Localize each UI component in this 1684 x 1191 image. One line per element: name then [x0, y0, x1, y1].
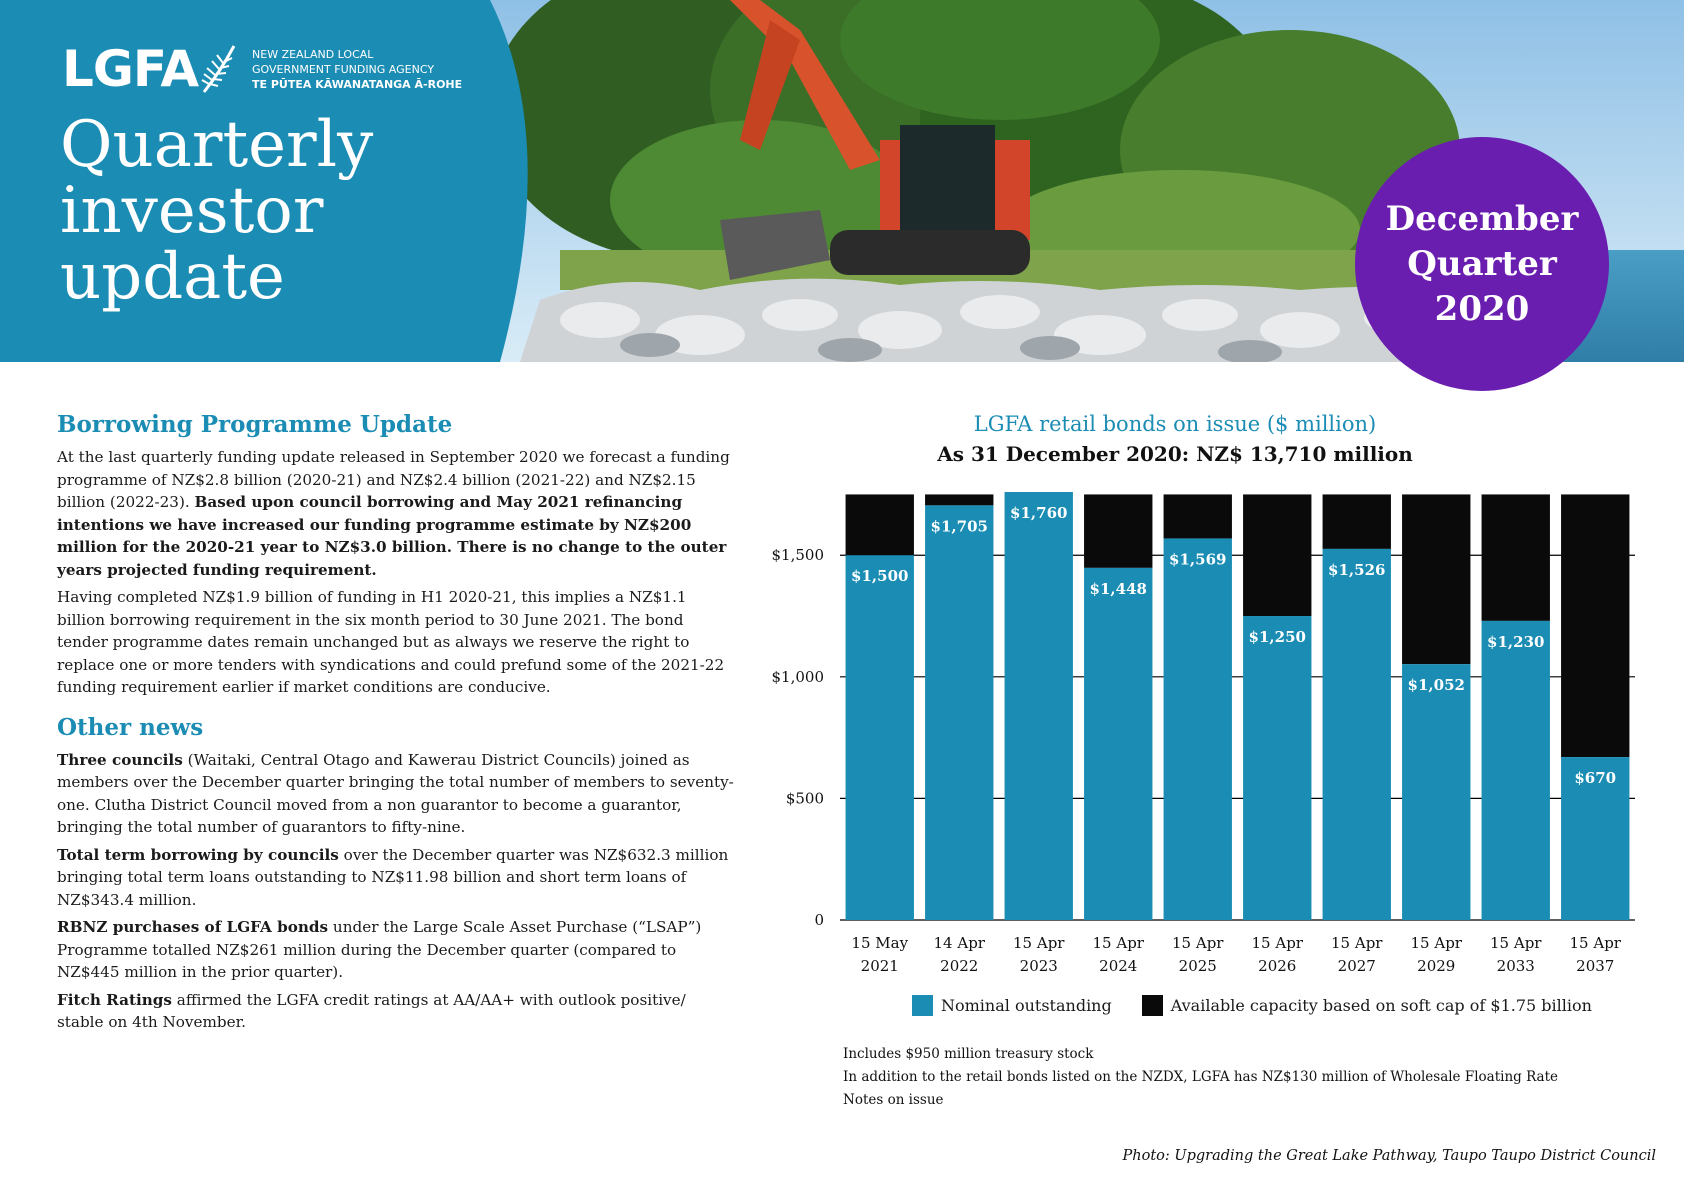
- other-news-heading: Other news: [57, 713, 204, 741]
- borrowing-paragraph-2: Having completed NZ$1.9 billion of funding in H1 2020-21, this implies a NZ$1.1 billion borrowing requirement in the six month period to 30 June 2021. The bond tender programme dates remain unchanged but as always we reserve the right to replace one or more tenders with syndications and could prefund some of the 2021-22 funding requirement earlier if market conditions are conducive.: [57, 588, 725, 696]
- legend-swatch-capacity: [1142, 995, 1163, 1016]
- bar-value-label: $670: [1574, 769, 1617, 788]
- x-tick-label: 2026: [1258, 957, 1297, 975]
- x-tick-label: 2022: [940, 957, 979, 975]
- legend-swatch-nominal: [912, 995, 933, 1016]
- y-tick-label: 0: [814, 911, 824, 929]
- bar-nominal: [1402, 664, 1470, 920]
- bar-nominal: [1084, 568, 1152, 920]
- bar-capacity: [1243, 494, 1311, 616]
- x-tick-label: 15 Apr: [1013, 934, 1065, 952]
- news-item-lead: RBNZ purchases of LGFA bonds: [57, 918, 329, 936]
- page-title: [60, 108, 500, 314]
- news-item-text: (Waitaki, Central Otago and Kawerau District Councils) joined as members over the December quarter bringing the total number of members to seventy-one. Clutha District Council moved from a non guarantor to become a guarantor, bringing the total number of guarantors to fifty-nine.: [57, 750, 734, 836]
- y-tick-label: $500: [785, 789, 824, 808]
- y-tick-label: $1,500: [771, 546, 824, 565]
- bar-nominal: [1482, 621, 1550, 920]
- logo-line-3: TE PŪTEA KĀWANATANGA Ā-ROHE: [252, 77, 463, 91]
- bar-nominal: [1243, 616, 1311, 920]
- x-tick-label: 2021: [860, 957, 899, 975]
- y-tick-label: $1,000: [771, 667, 824, 686]
- bar-value-label: $1,569: [1169, 550, 1227, 569]
- title-line-1: Quarterly: [60, 108, 374, 182]
- chart-note: Includes $950 million treasury stock: [843, 1046, 1094, 1062]
- x-tick-label: 15 Apr: [1410, 934, 1462, 952]
- news-item-text: under the Large Scale Asset Purchase (“LSAP”) Programme totalled NZ$261 million during the December quarter (compared to NZ$445 million in the prior quarter).: [57, 918, 702, 981]
- news-item-text: over the December quarter was NZ$632.3 million bringing total term loans outstanding to NZ$11.98 billion and short term loans of NZ$343.4 million.: [57, 845, 729, 909]
- bar-nominal: [1164, 538, 1232, 920]
- bar-capacity: [925, 494, 993, 505]
- bar-capacity: [1164, 494, 1232, 538]
- quarter-line-2: Quarter: [1407, 243, 1557, 284]
- news-item: [57, 749, 737, 839]
- x-tick-label: 14 Apr: [933, 934, 985, 952]
- news-item-lead: Three councils: [57, 750, 183, 769]
- bar-capacity: [1402, 494, 1470, 664]
- x-tick-label: 15 Apr: [1172, 934, 1224, 952]
- logo-line-2: GOVERNMENT FUNDING AGENCY: [252, 62, 435, 76]
- chart-subtitle: As 31 December 2020: NZ$ 13,710 million: [937, 442, 1413, 466]
- bar-value-label: $1,526: [1328, 560, 1386, 579]
- borrowing-p1-bold: Based upon council borrowing and May 2021 refinancing intentions we have increased our funding programme estimate by NZ$200 million for the 2020-21 year to NZ$3.0 billion. There is no change to the outer years projected funding requirement.: [57, 493, 727, 579]
- quarter-badge: [1355, 137, 1609, 391]
- borrowing-paragraph-1: [57, 446, 737, 581]
- news-item-text: affirmed the LGFA credit ratings at AA/AA+ with outlook positive/ stable on 4th November.: [57, 990, 686, 1031]
- chart-note: Notes on issue: [843, 1092, 944, 1108]
- bar-value-label: $1,500: [851, 567, 909, 586]
- x-tick-label: 15 Apr: [1490, 934, 1542, 952]
- bar-value-label: $1,705: [930, 517, 988, 536]
- legend-label-capacity: Available capacity based on soft cap of $1.75 billion: [1170, 996, 1592, 1015]
- x-tick-label: 2025: [1178, 957, 1217, 975]
- chart-note: In addition to the retail bonds listed on the NZDX, LGFA has NZ$130 million of Wholesale Floating Rate: [843, 1069, 1559, 1085]
- x-tick-label: 2037: [1576, 957, 1615, 975]
- title-line-3: update: [60, 240, 285, 314]
- x-tick-label: 15 Apr: [1569, 934, 1621, 952]
- borrowing-p1-plain: At the last quarterly funding update released in September 2020 we forecast a funding programme of NZ$2.8 billion (2020-21) and NZ$2.4 billion (2021-22) and NZ$2.15 billion (2022-23).: [57, 448, 730, 511]
- fern-icon: [200, 44, 238, 94]
- bar-capacity: [1323, 494, 1391, 548]
- logo-text: [252, 47, 462, 92]
- logo-line-1: NEW ZEALAND LOCAL: [252, 47, 374, 61]
- left-column: [57, 410, 737, 1039]
- chart-plot: [755, 410, 1655, 990]
- bar-value-label: $1,230: [1487, 632, 1545, 651]
- news-item-lead: Fitch Ratings: [57, 990, 172, 1009]
- x-tick-label: 2023: [1019, 957, 1058, 975]
- x-tick-label: 15 Apr: [1331, 934, 1383, 952]
- news-item: [57, 844, 737, 912]
- bar-value-label: $1,448: [1089, 579, 1147, 598]
- x-tick-label: 15 Apr: [1251, 934, 1303, 952]
- title-line-2: investor: [60, 174, 324, 248]
- x-tick-label: 2027: [1337, 957, 1376, 975]
- bar-nominal: [925, 505, 993, 920]
- x-tick-label: 2029: [1417, 957, 1456, 975]
- quarter-line-3: 2020: [1434, 288, 1530, 329]
- news-item: [57, 916, 737, 984]
- bar-nominal: [1005, 492, 1073, 920]
- legend-item-capacity: [1142, 995, 1592, 1016]
- lgfa-logo: [62, 40, 462, 98]
- bar-nominal: [1323, 549, 1391, 920]
- x-tick-label: 15 Apr: [1092, 934, 1144, 952]
- logo-wordmark: LGFA: [62, 40, 199, 98]
- bar-capacity: [1482, 494, 1550, 620]
- borrowing-heading: Borrowing Programme Update: [57, 411, 453, 438]
- chart-notes: [843, 1043, 1558, 1112]
- news-item: [57, 989, 737, 1034]
- bar-capacity: [1084, 494, 1152, 567]
- news-item-lead: Total term borrowing by councils: [57, 845, 339, 864]
- bar-capacity: [1561, 494, 1629, 757]
- bar-value-label: $1,760: [1010, 504, 1068, 522]
- bar-value-label: $1,052: [1407, 676, 1465, 695]
- photo-credit: Photo: Upgrading the Great Lake Pathway, Taupo Taupo District Council: [1122, 1148, 1656, 1164]
- bar-capacity: [846, 494, 914, 555]
- retail-bonds-chart: [755, 410, 1655, 1050]
- chart-title: LGFA retail bonds on issue ($ million): [973, 412, 1377, 436]
- x-tick-label: 2033: [1496, 957, 1535, 975]
- x-tick-label: 15 May: [851, 934, 909, 952]
- bar-nominal: [846, 555, 914, 920]
- legend-label-nominal: Nominal outstanding: [941, 996, 1112, 1015]
- legend-item-nominal: [912, 995, 1112, 1016]
- x-tick-label: 2024: [1099, 957, 1138, 975]
- chart-legend: [912, 995, 1622, 1016]
- quarter-line-1: December: [1385, 198, 1579, 239]
- bar-value-label: $1,250: [1248, 628, 1306, 647]
